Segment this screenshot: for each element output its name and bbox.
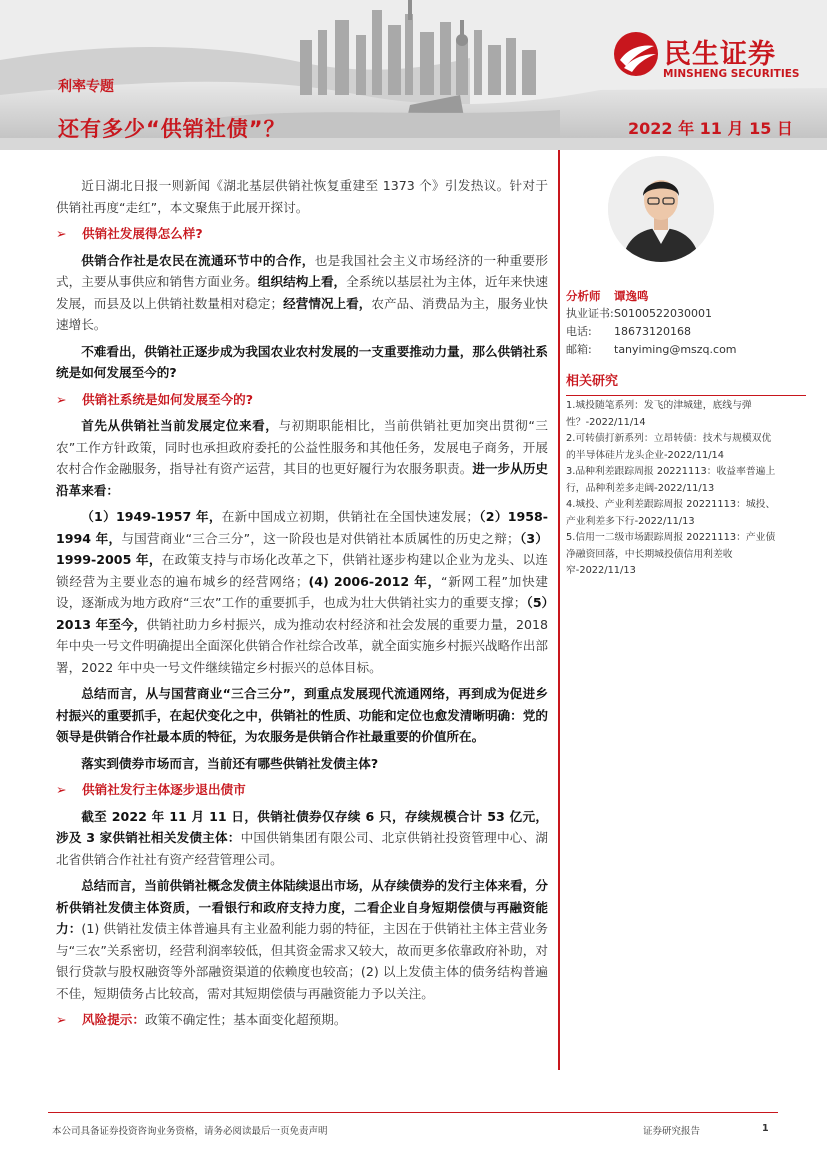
page-number: 1 (762, 1123, 769, 1134)
analyst-license-row: 执业证书:S0100522030001 (566, 307, 712, 320)
report-date: 2022 年 11 月 15 日 (628, 119, 793, 138)
arrow-bullet-icon: ➢ (56, 391, 67, 407)
risk-warning: ➢ 风险提示：政策不确定性；基本面变化超预期。 (56, 1009, 548, 1031)
footer-divider (48, 1112, 778, 1113)
logo-english-text: MINSHENG SECURITIES (663, 68, 800, 80)
paragraph: 供销合作社是农民在流通环节中的合作，也是我国社会主义市场经济的一种重要形式，主要从事供应和销售方面业务。组织结构上看，全系统以基层社为主体，近年来快速发展，而县及以上供销社数量相对稳定；经营情况上看，农产品、消费品为主，服务业快速增长。 (56, 252, 549, 332)
section-heading-1: ➢ 供销社发展得怎么样? (56, 223, 548, 245)
paragraph: 落实到债券市场而言，当前还有哪些供销社发债主体? (81, 755, 379, 771)
analyst-email-row: 邮箱: tanyiming@mszq.com (566, 343, 737, 356)
footer-disclaimer: 本公司具备证券投资咨询业务资格，请务必阅读最后一页免责声明 (52, 1126, 328, 1137)
main-content (56, 175, 548, 1036)
analyst-info (566, 287, 806, 359)
arrow-bullet-icon: ➢ (56, 1012, 67, 1027)
intro-paragraph: 近日湖北日报一则新闻《湖北基层供销社恢复重建至 1373 个》引发热议。针对于供销社再度“走红”，本文聚焦于此展开探讨。 (56, 178, 548, 215)
related-research-heading: 相关研究 (566, 371, 806, 396)
section-heading-3: ➢ 供销社发行主体逐步退出债市 (56, 779, 548, 801)
paragraph: 总结而言，从与国营商业“三合三分”，到重点发展现代流通网络，再到成为促进乡村振兴的重要抓手，在起伏变化之中，供销社的性质、功能和定位也愈发清晰明确：党的领导是供销合作社最本质的特征，为农服务是供销合作社最重要的价值所在。 (56, 686, 548, 744)
analyst-photo-icon (608, 156, 714, 262)
footer-report-type: 证券研究报告 (643, 1126, 701, 1137)
related-research-item[interactable]: 1.城投随笔系列：发飞的津城建，底线与弹性？-2022/11/14 (566, 400, 752, 428)
paragraph: （1）1949-1957 年，在新中国成立初期，供销社在全国快速发展；（2）1958-1994 年，与国营商业“三合三分”，这一阶段也是对供销社本质属性的历史之辩；（3）1999-2005 年，在政策支持与市场化改革之下，供销社逐步构建以企业为龙头、以连锁经营为主要业态的遍布城乡的经营网络；(4) 2006-2012 年，“新网工程”加快建设，逐渐成为地方政府“三农”工作的重要抓手，也成为壮大供销社实力的重要支撑；（5）2013 年至今，供销社助力乡村振兴，成为推动农村经济和社会发展的重要力量，2018 年中央一号文件明确提出全面深化供销合作社综合改革，就全面实施乡村振兴战略作出部署，2022 年中央一号文件继续锚定乡村振兴的总体目标。 (56, 509, 549, 675)
section-heading-2: ➢ 供销社系统是如何发展至今的? (56, 389, 548, 411)
related-research-item[interactable]: 3.品种利差跟踪周报 20221113：收益率普遍上行，品种利差多走阔-2022/11/13 (566, 466, 776, 494)
paragraph: 不难看出，供销社正逐步成为我国农业农村发展的一支重要推动力量，那么供销社系统是如何发展至今的? (56, 343, 548, 380)
report-category: 利率专题 (58, 79, 114, 95)
arrow-bullet-icon: ➢ (56, 226, 67, 241)
analyst-email-link[interactable]: tanyiming@mszq.com (614, 343, 737, 356)
related-research-item[interactable]: 2.可转债打新系列：立昂转债：技术与规模双优的半导体硅片龙头企业-2022/11/14 (566, 433, 772, 461)
analyst-name-row: 分析师 谭逸鸣 (566, 289, 649, 303)
column-divider (558, 150, 560, 1070)
related-research-list (566, 398, 778, 580)
analyst-avatar (608, 156, 714, 262)
related-research-item[interactable]: 5.信用一二级市场跟踪周报 20221113：产业债净融资回落，中长期城投债信用利差收窄-2022/11/13 (566, 532, 776, 576)
paragraph: 截至 2022 年 11 月 11 日，供销社债券仅存续 6 只，存续规模合计 53 亿元，涉及 3 家供销社相关发债主体：中国供销集团有限公司、北京供销社投资管理中心、湖北省供销合作社社有资产经营管理公司。 (56, 808, 548, 867)
paragraph: 首先从供销社当前发展定位来看，与初期职能相比，当前供销社更加突出贯彻“三农”工作方针政策，同时也承担政府委托的公益性服务和其他任务，发展电子商务，开展农村合作金融服务，指导社有资产运营，其目的也更好履行为农服务职责。进一步从历史沿革来看： (56, 418, 549, 498)
related-research-item[interactable]: 4.城投、产业利差跟踪周报 20221113：城投、产业利差多下行-2022/11/13 (566, 499, 776, 527)
arrow-bullet-icon: ➢ (56, 782, 67, 797)
minsheng-logo-icon (612, 30, 660, 78)
logo-chinese-text: 民生证券 (664, 39, 776, 70)
analyst-phone-row: 电话: 18673120168 (566, 325, 691, 338)
paragraph: 总结而言，当前供销社概念发债主体陆续退出市场，从存续债券的发行主体来看，分析供销社发债主体资质，一看银行和政府支持力度，二看企业自身短期偿债与再融资能力：(1) 供销社发债主体普遍具有主业盈利能力弱的特征，主因在于供销社主体主营业务与“三农”关系密切，经营利润率较低，但其资金需求又较大，故而更多依靠政府补助，对银行贷款与股权融资等外部融资渠道的依赖度也较高；(2) 以上发债主体的债务结构普遍不佳，短期债务占比较高，需对其短期偿债与再融资能力予以关注。 (56, 878, 549, 1001)
report-title: 还有多少“供销社债”？ (58, 117, 286, 141)
